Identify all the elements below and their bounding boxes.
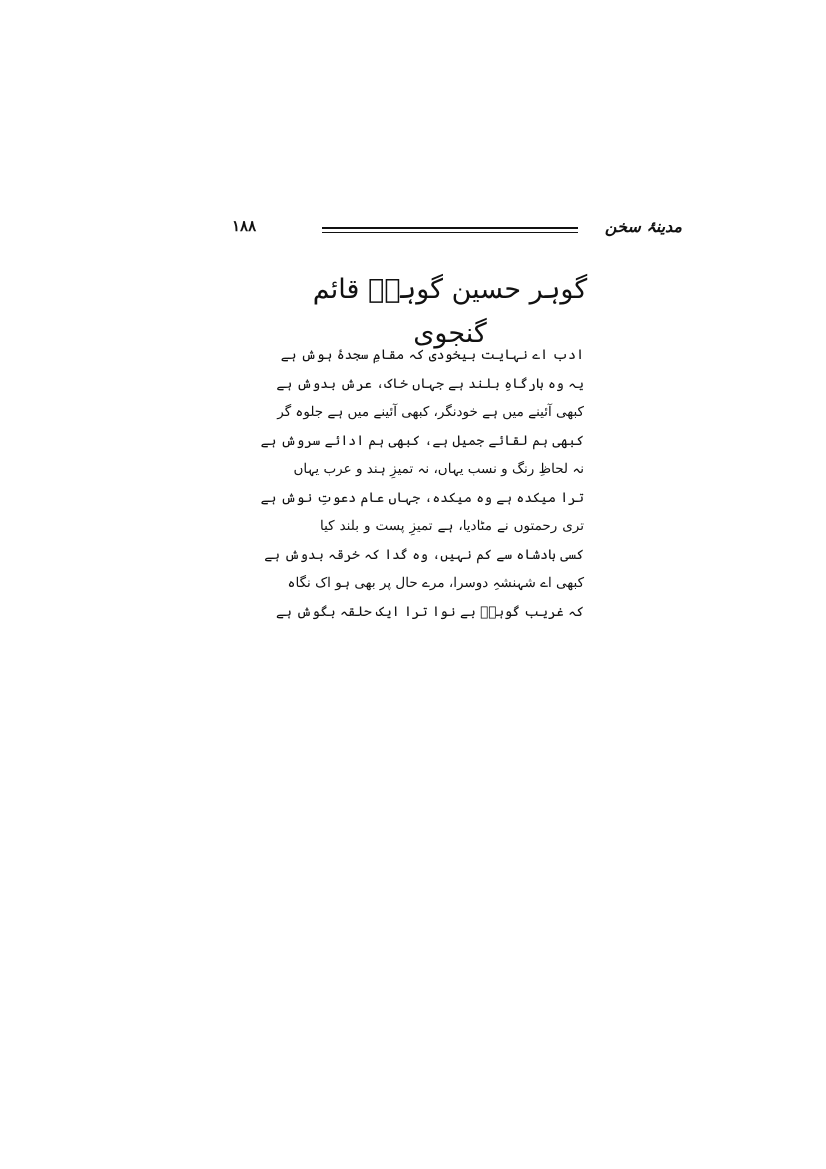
verse-line: کسی بادشاہ سے کم نہیں، وہ گدا کہ خرقہ بدوش ہے (264, 546, 584, 563)
verse-line: کہ غریب گوہرؔ بے نوا ترا ایک حلقہ بگوش ہے (276, 603, 584, 620)
page-number: ۱۸۸ (232, 217, 257, 235)
verse-line: تری رحمتوں نے مٹادیا، ہے تمیزِ پست و بلند کیا (320, 518, 584, 534)
verse-line: نہ لحاظِ رنگ و نسب یہاں، نہ تمیزِ ہند و عرب یہاں (293, 461, 584, 477)
verse-line: یہ وہ بارگاہِ بلند ہے جہاں خاک، عرش بدوش ہے (276, 375, 584, 392)
header-rule (322, 227, 578, 233)
verse-line: کبھی آئینے میں ہے خودنگر، کبھی آئینے میں ہے جلوہ گر (277, 404, 584, 420)
running-title: مدینۂ سخن (604, 217, 682, 236)
verse-list (260, 341, 584, 626)
poem-title: گوہر حسین گوہرؔ قائم گنجوی (312, 274, 588, 349)
verse-line: ادب اے نہایت بیخودی کہ مقامِ سجدۂ ہوش ہے (280, 347, 584, 363)
verse-line: کبھی ہم لقائے جمیل ہے، کبھی ہم ادائے سروش ہے (260, 432, 584, 449)
verse-line: کبھی اے شہنشہِ دوسرا، مرے حال پر بھی ہو اک نگاہ (287, 575, 584, 591)
verse-line: ترا میکدہ ہے وہ میکدہ، جہاں عام دعوتِ نوش ہے (260, 489, 584, 506)
